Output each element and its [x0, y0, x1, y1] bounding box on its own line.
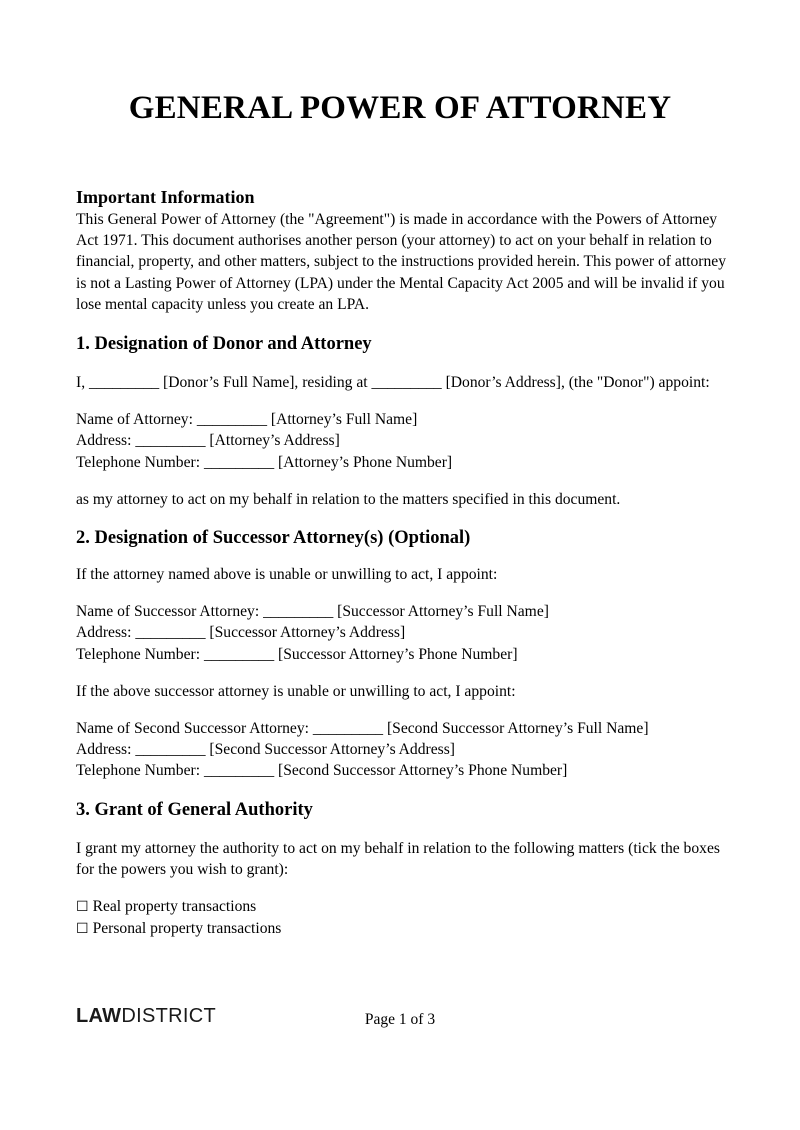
successor-fields	[76, 601, 736, 665]
section-1-heading: 1. Designation of Donor and Attorney	[76, 334, 372, 355]
document-body	[76, 186, 736, 940]
document-title: GENERAL POWER OF ATTORNEY	[128, 90, 672, 126]
successor-name-field: Name of Successor Attorney: _________ [Successor Attorney’s Full Name]	[76, 603, 549, 621]
section-2-heading: 2. Designation of Successor Attorney(s) (Optional)	[76, 528, 471, 549]
checkbox-icon[interactable]: ☐	[76, 899, 89, 916]
attorney-address-field: Address: _________ [Attorney’s Address]	[76, 432, 340, 450]
second-successor-phone-field: Telephone Number: _________ [Second Successor Attorney’s Phone Number]	[76, 762, 568, 780]
authority-options	[76, 896, 736, 940]
second-successor-fields	[76, 718, 736, 782]
option-real-property[interactable]	[76, 896, 736, 918]
authority-intro: I grant my attorney the authority to act on my behalf in relation to the following matters (tick the boxes for the powers you wish to grant):	[76, 839, 720, 878]
successor-intro-2: If the above successor attorney is unable or unwilling to act, I appoint:	[76, 682, 516, 700]
section-3-heading: 3. Grant of General Authority	[76, 799, 313, 820]
option-label: Personal property transactions	[92, 920, 282, 938]
option-label: Real property transactions	[92, 898, 257, 916]
successor-phone-field: Telephone Number: _________ [Successor Attorney’s Phone Number]	[76, 645, 518, 663]
successor-intro-1: If the attorney named above is unable or unwilling to act, I appoint:	[76, 566, 498, 584]
attorney-closing: as my attorney to act on my behalf in relation to the matters specified in this document.	[76, 490, 621, 508]
important-info-text: This General Power of Attorney (the "Agreement") is made in accordance with the Powers of Attorney Act 1971. This document authorises another person (your attorney) to act on your behalf in relation to financial, property, and other matters, subject to the instructions provided herein. This power of attorney is not a Lasting Power of Attorney (LPA) under the Mental Capacity Act 2005 and will be invalid if you lose mental capacity unless you create an LPA.	[76, 211, 726, 313]
second-successor-address-field: Address: _________ [Second Successor Attorney’s Address]	[76, 741, 455, 759]
attorney-name-field: Name of Attorney: _________ [Attorney’s Full Name]	[76, 411, 418, 429]
page-number: Page 1 of 3	[364, 1011, 436, 1028]
logo-district: DISTRICT	[121, 1005, 216, 1027]
checkbox-icon[interactable]: ☐	[76, 921, 89, 938]
attorney-phone-field: Telephone Number: _________ [Attorney’s Phone Number]	[76, 453, 453, 471]
attorney-fields	[76, 409, 736, 473]
second-successor-name-field: Name of Second Successor Attorney: _________ [Second Successor Attorney’s Full Name]	[76, 720, 649, 738]
important-info-heading: Important Information	[76, 187, 255, 207]
option-personal-property[interactable]	[76, 918, 736, 940]
donor-line: I, _________ [Donor’s Full Name], residing at _________ [Donor’s Address], (the "Donor") appoint:	[76, 374, 710, 392]
successor-address-field: Address: _________ [Successor Attorney’s Address]	[76, 624, 406, 642]
logo-law: LAW	[76, 1005, 122, 1027]
